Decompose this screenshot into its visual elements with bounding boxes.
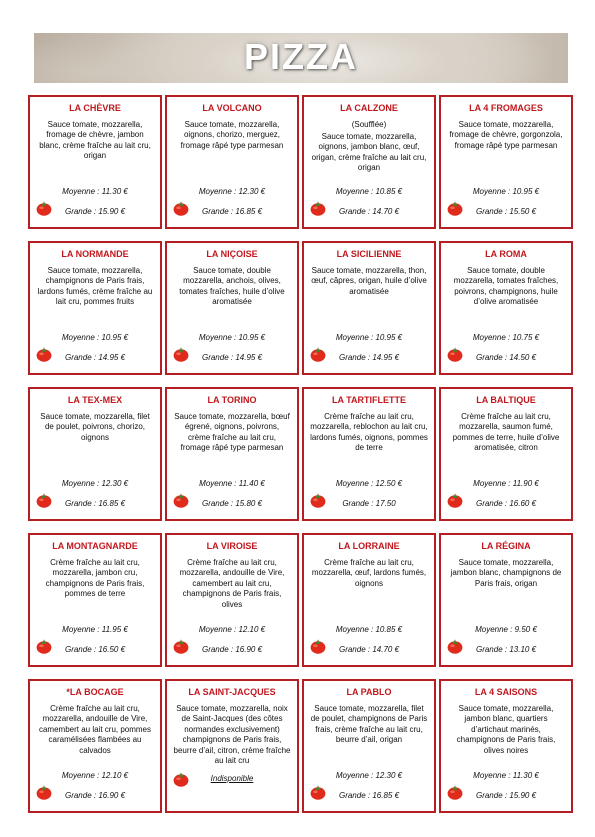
price-medium: Moyenne : 10.95 € bbox=[472, 187, 540, 196]
pizza-name: LA NIÇOISE bbox=[206, 249, 258, 259]
pizza-description bbox=[36, 412, 154, 443]
pizza-name: LA NORMANDE bbox=[61, 249, 129, 259]
price-medium: Moyenne : 11.30 € bbox=[62, 187, 128, 196]
pizza-card bbox=[28, 95, 162, 229]
pizza-card bbox=[28, 533, 162, 667]
pizza-ingredients: Crème fraîche au lait cru, mozzarella, saumon fumé, pommes de terre, huile d’olive aromatisée, citron bbox=[452, 412, 560, 453]
pizza-card bbox=[165, 241, 299, 375]
pizza-description bbox=[310, 120, 428, 174]
pizza-ingredients: Sauce tomate, double mozzarella, tomates fraîches, poivrons, champignons, huile d’olive aromatisée bbox=[453, 266, 559, 307]
pizza-ingredients: Sauce tomate, mozzarella, filet de poulet, poivrons, chorizo, oignons bbox=[40, 412, 150, 442]
price-large: Grande : 14.50 € bbox=[475, 353, 537, 362]
price-medium: Moyenne : 10.95 € bbox=[335, 333, 403, 342]
pizza-card bbox=[302, 241, 436, 375]
pizza-description bbox=[310, 704, 428, 746]
pizza-description bbox=[173, 412, 291, 454]
pizza-name: LA 4 SAISONS bbox=[474, 687, 538, 697]
price-large: Grande : 15.50 € bbox=[475, 207, 537, 216]
unavailable-label: Indisponible bbox=[210, 774, 254, 783]
pizza-name: LA TARTIFLETTE bbox=[332, 395, 406, 405]
pizza-subtitle: (Soufflée) bbox=[351, 120, 387, 129]
pizza-ingredients: Sauce tomate, mozzarella, oignons, chorizo, merguez, fromage râpé type parmesan bbox=[180, 120, 284, 150]
pizza-description bbox=[36, 558, 154, 600]
price-medium: Moyenne : 11.95 € bbox=[62, 625, 128, 634]
pizza-card bbox=[302, 387, 436, 521]
pizza-ingredients: Sauce tomate, mozzarella, jambon blanc, quartiers d’artichaut marinés, champignons de Paris frais, olives noires bbox=[456, 704, 556, 755]
pizza-card bbox=[165, 679, 299, 813]
pizza-description bbox=[36, 120, 154, 162]
price-large: Grande : 15.90 € bbox=[475, 791, 537, 800]
price-medium: Moyenne : 11.30 € bbox=[473, 771, 539, 780]
price-large: Grande : 16.85 € bbox=[64, 499, 126, 508]
price-medium: Moyenne : 10.95 € bbox=[198, 333, 266, 342]
price-large: Grande : 13.10 € bbox=[475, 645, 537, 654]
pizza-name: LA ROMA bbox=[485, 249, 527, 259]
pizza-name: LA SAINT-JACQUES bbox=[188, 687, 276, 697]
price-medium: Moyenne : 10.85 € bbox=[335, 625, 403, 634]
pizza-name: LA TORINO bbox=[207, 395, 257, 405]
price-medium: Moyenne : 12.10 € bbox=[198, 625, 266, 634]
price-medium: Moyenne : 12.30 € bbox=[61, 479, 129, 488]
pizza-description bbox=[447, 120, 565, 151]
price-medium: Moyenne : 11.90 € bbox=[473, 479, 539, 488]
pizza-card bbox=[165, 387, 299, 521]
pizza-ingredients: Sauce tomate, mozzarella, oignons, jambon blanc, œuf, origan, crème fraîche au lait cru, origan bbox=[311, 132, 427, 173]
pizza-card bbox=[28, 241, 162, 375]
pizza-ingredients: Sauce tomate, mozzarella, jambon blanc, champignons de Paris frais, origan bbox=[450, 558, 562, 588]
pizza-description bbox=[310, 412, 428, 454]
price-large: Grande : 16.85 € bbox=[338, 791, 400, 800]
pizza-description bbox=[447, 266, 565, 308]
pizza-name: LA 4 FROMAGES bbox=[469, 103, 543, 113]
price-large: Grande : 16.90 € bbox=[64, 791, 126, 800]
pizza-ingredients: Sauce tomate, mozzarella, bœuf égrené, oignons, poivrons, crème fraîche au lait cru, fromage râpé type parmesan bbox=[174, 412, 290, 453]
price-medium: Moyenne : 9.50 € bbox=[475, 625, 537, 634]
pizza-card bbox=[28, 387, 162, 521]
pizza-description bbox=[36, 266, 154, 308]
pizza-name: LA VIROISE bbox=[206, 541, 258, 551]
pizza-description bbox=[447, 558, 565, 589]
price-large: Grande : 14.70 € bbox=[338, 645, 400, 654]
pizza-name: LA CALZONE bbox=[340, 103, 398, 113]
price-medium: Moyenne : 12.30 € bbox=[198, 187, 266, 196]
price-medium: Moyenne : 12.50 € bbox=[335, 479, 403, 488]
pizza-card bbox=[302, 533, 436, 667]
pizza-card bbox=[28, 679, 162, 813]
pizza-ingredients: Sauce tomate, mozzarella, fromage de chèvre, jambon blanc, crème fraîche au lait cru, origan bbox=[39, 120, 151, 161]
pizza-description bbox=[36, 704, 154, 756]
price-large: Grande : 15.80 € bbox=[201, 499, 263, 508]
pizza-ingredients: Crème fraîche au lait cru, mozzarella, jambon cru, champignons de Paris frais, pommes de terre bbox=[45, 558, 145, 599]
price-large: Grande : 14.95 € bbox=[201, 353, 263, 362]
pizza-description bbox=[447, 704, 565, 756]
price-large: Grande : 16.60 € bbox=[475, 499, 537, 508]
pizza-ingredients: Sauce tomate, mozzarella, thon, œuf, câpres, origan, huile d’olive aromatisée bbox=[311, 266, 427, 296]
pizza-ingredients: Sauce tomate, mozzarella, fromage de chèvre, gorgonzola, fromage râpé type parmesan bbox=[449, 120, 563, 150]
pizza-ingredients: Crème fraîche au lait cru, mozzarella, andouille de Vire, camembert au lait cru, champignons de Paris frais, olives bbox=[179, 558, 285, 609]
price-medium: Moyenne : 10.85 € bbox=[335, 187, 403, 196]
pizza-card bbox=[165, 95, 299, 229]
pizza-ingredients: Crème fraîche au lait cru, mozzarella, œuf, lardons fumés, oignons bbox=[311, 558, 427, 588]
price-large: Grande : 14.95 € bbox=[64, 353, 126, 362]
pizza-name: *LA BOCAGE bbox=[66, 687, 124, 697]
price-medium: Moyenne : 10.75 € bbox=[472, 333, 540, 342]
pizza-name: LA MONTAGNARDE bbox=[52, 541, 138, 551]
page-title: PIZZA bbox=[244, 36, 358, 77]
price-large: Grande : 16.90 € bbox=[201, 645, 263, 654]
pizza-name: LA CHÈVRE bbox=[69, 103, 121, 113]
pizza-ingredients: Sauce tomate, mozzarella, champignons de Paris frais, lardons fumés, crème fraîche au lait cru, pommes fruits bbox=[37, 266, 153, 307]
pizza-name: LA SICILIENNE bbox=[336, 249, 402, 259]
pizza-ingredients: Crème fraîche au lait cru, mozzarella, reblochon au lait cru, lardons fumés, oignons, pommes de terre bbox=[310, 412, 428, 453]
pizza-name: LA BALTIQUE bbox=[476, 395, 536, 405]
pizza-name: LA LORRAINE bbox=[338, 541, 400, 551]
pizza-card bbox=[439, 679, 573, 813]
pizza-ingredients: Sauce tomate, double mozzarella, anchois, olives, tomates fraîches, huile d’olive aromatisée bbox=[179, 266, 285, 307]
pizza-card bbox=[439, 241, 573, 375]
price-large: Grande : 14.70 € bbox=[338, 207, 400, 216]
price-large: Grande : 15.90 € bbox=[64, 207, 126, 216]
price-medium: Moyenne : 12.10 € bbox=[61, 771, 129, 780]
price-large: Grande : 16.85 € bbox=[201, 207, 263, 216]
price-large: Grande : 16.50 € bbox=[64, 645, 126, 654]
pizza-card bbox=[439, 387, 573, 521]
price-medium: Moyenne : 11.40 € bbox=[199, 479, 265, 488]
price-large: Grande : 14.95 € bbox=[338, 353, 400, 362]
pizza-card bbox=[302, 679, 436, 813]
price-medium: Moyenne : 12.30 € bbox=[335, 771, 403, 780]
pizza-description bbox=[173, 558, 291, 610]
header-banner bbox=[34, 33, 568, 83]
pizza-description bbox=[310, 558, 428, 589]
pizza-ingredients: Sauce tomate, mozzarella, filet de poulet, champignons de Paris frais, crème fraîche au lait cru, beurre d’ail, origan bbox=[310, 704, 428, 745]
pizza-ingredients: Crème fraîche au lait cru, mozzarella, andouille de Vire, camembert au lait cru, pommes caramélisées flambées au calvados bbox=[38, 704, 152, 755]
pizza-grid bbox=[28, 95, 573, 813]
pizza-description bbox=[173, 704, 291, 766]
pizza-name: LA VOLCANO bbox=[202, 103, 262, 113]
pizza-card bbox=[439, 95, 573, 229]
pizza-description bbox=[447, 412, 565, 454]
pizza-description bbox=[173, 120, 291, 151]
pizza-card bbox=[302, 95, 436, 229]
pizza-name: LA PABLO bbox=[346, 687, 392, 697]
pizza-name: LA RÉGINA bbox=[481, 541, 531, 551]
price-medium: Moyenne : 10.95 € bbox=[61, 333, 129, 342]
pizza-description bbox=[310, 266, 428, 297]
pizza-card bbox=[165, 533, 299, 667]
pizza-ingredients: Sauce tomate, mozzarella, noix de Saint-Jacques (des côtes normandes exclusivement) champignons de Paris frais, beurre d’ail, citron, crème fraîche au lait cru bbox=[173, 704, 291, 766]
pizza-name: LA TEX-MEX bbox=[67, 395, 123, 405]
pizza-card bbox=[439, 533, 573, 667]
price-large: Grande : 17.50 bbox=[342, 499, 396, 508]
pizza-description bbox=[173, 266, 291, 308]
